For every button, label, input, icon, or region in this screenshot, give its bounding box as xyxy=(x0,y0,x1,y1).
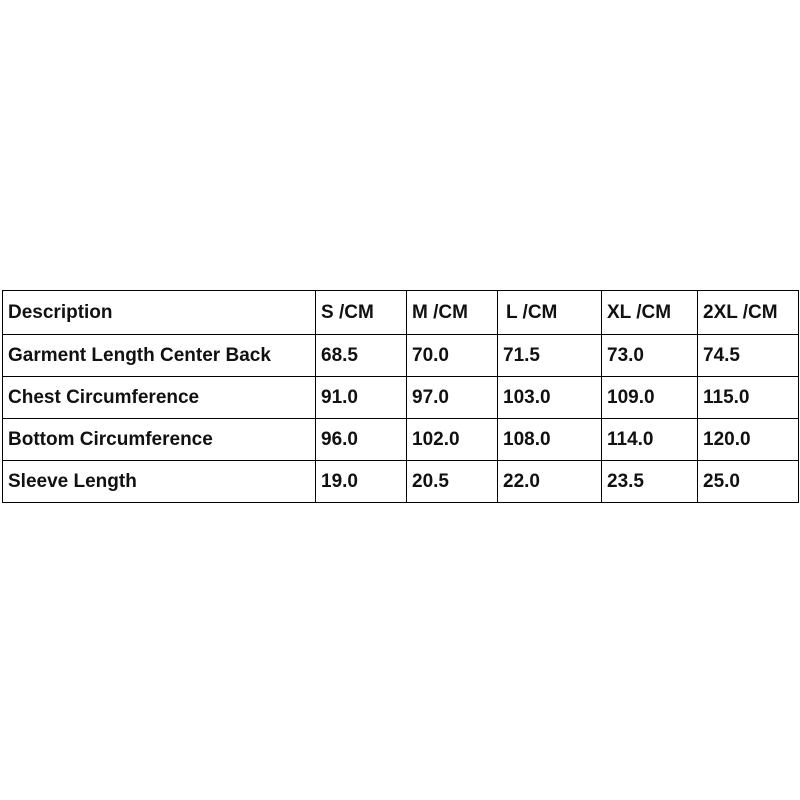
cell-value: 71.5 xyxy=(498,335,602,377)
table-row xyxy=(3,419,799,461)
cell-value: 120.0 xyxy=(698,419,799,461)
cell-value: 25.0 xyxy=(698,461,799,503)
header-size-2xl: 2XL /CM xyxy=(698,291,799,335)
cell-value: 20.5 xyxy=(407,461,498,503)
table-header-row xyxy=(3,291,799,335)
table-row xyxy=(3,335,799,377)
header-description: Description xyxy=(3,291,316,335)
cell-value: 108.0 xyxy=(498,419,602,461)
row-label: Bottom Circumference xyxy=(3,419,316,461)
cell-value: 114.0 xyxy=(602,419,698,461)
cell-value: 109.0 xyxy=(602,377,698,419)
row-label: Chest Circumference xyxy=(3,377,316,419)
cell-value: 102.0 xyxy=(407,419,498,461)
cell-value: 96.0 xyxy=(316,419,407,461)
header-size-m: M /CM xyxy=(407,291,498,335)
header-size-l: L /CM xyxy=(498,291,602,335)
table-row xyxy=(3,461,799,503)
cell-value: 23.5 xyxy=(602,461,698,503)
table-row xyxy=(3,377,799,419)
cell-value: 115.0 xyxy=(698,377,799,419)
cell-value: 22.0 xyxy=(498,461,602,503)
cell-value: 70.0 xyxy=(407,335,498,377)
cell-value: 74.5 xyxy=(698,335,799,377)
size-chart-table xyxy=(2,290,799,503)
cell-value: 19.0 xyxy=(316,461,407,503)
cell-value: 91.0 xyxy=(316,377,407,419)
row-label: Sleeve Length xyxy=(3,461,316,503)
row-label: Garment Length Center Back xyxy=(3,335,316,377)
header-size-xl: XL /CM xyxy=(602,291,698,335)
cell-value: 103.0 xyxy=(498,377,602,419)
cell-value: 68.5 xyxy=(316,335,407,377)
cell-value: 97.0 xyxy=(407,377,498,419)
header-size-s: S /CM xyxy=(316,291,407,335)
cell-value: 73.0 xyxy=(602,335,698,377)
